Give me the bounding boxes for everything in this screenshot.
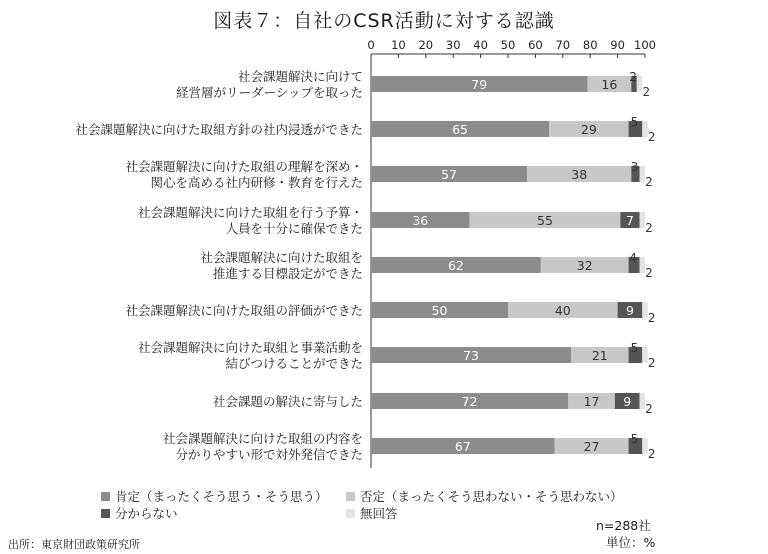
unit-note: 単位：%	[606, 535, 656, 550]
legend-label-affirm: 肯定（まったくそう思う・そう思う）	[115, 489, 328, 504]
data-label: 32	[576, 258, 593, 273]
bar-segment	[640, 166, 645, 182]
data-label: 9	[625, 303, 634, 318]
data-label: 2	[647, 130, 656, 144]
data-label: 62	[447, 258, 464, 273]
category-label: 社会課題の解決に寄与した	[212, 394, 363, 409]
x-tick-label: 80	[582, 38, 598, 52]
data-label: 2	[645, 402, 653, 416]
data-label: 2	[645, 175, 653, 189]
category-label: 人員を十分に確保できた	[225, 221, 363, 236]
sample-size-note: n=288社	[596, 518, 651, 533]
category-label: 社会課題解決に向けた取組の内容を	[162, 431, 363, 446]
bar-segment	[637, 76, 642, 92]
data-label: 2	[645, 221, 653, 235]
bar-segment	[640, 393, 645, 409]
x-tick-label: 60	[528, 38, 543, 52]
data-label: 2	[642, 85, 651, 99]
x-tick-label: 100	[634, 38, 656, 52]
category-label: 推進する目標設定ができた	[212, 266, 363, 281]
data-label: 2	[629, 70, 637, 84]
legend-item-deny	[346, 487, 623, 505]
legend-swatch-noanswer	[346, 509, 355, 518]
bar-segment	[642, 438, 647, 454]
x-tick-label: 20	[418, 38, 434, 52]
data-label: 4	[629, 251, 637, 265]
data-label: 79	[471, 77, 488, 92]
data-label: 29	[580, 122, 597, 137]
data-label: 57	[441, 167, 458, 182]
chart-title: 図表７：自社のCSR活動に対する認識	[213, 10, 555, 32]
category-label: 経営層がリーダーシップを取った	[175, 85, 363, 100]
data-label: 9	[623, 394, 632, 409]
legend-swatch-affirm	[101, 492, 110, 501]
legend-item-unknown	[101, 504, 178, 522]
data-label: 50	[431, 303, 448, 318]
data-label: 27	[583, 439, 600, 454]
category-label: 社会課題解決に向けた取組の評価ができた	[125, 303, 363, 318]
data-label: 2	[645, 266, 653, 280]
data-label: 40	[554, 303, 571, 318]
x-tick-label: 30	[445, 38, 461, 52]
data-label: 72	[461, 394, 478, 409]
x-tick-label: 50	[500, 38, 516, 52]
source-note: 出所：東京財団政策研究所	[8, 538, 140, 551]
legend-label-noanswer: 無回答	[360, 506, 398, 521]
x-tick-label: 90	[610, 38, 625, 52]
legend-item-noanswer	[346, 504, 398, 522]
data-label: 73	[463, 348, 479, 363]
category-label: 社会課題解決に向けた取組を	[200, 250, 363, 265]
category-label: 社会課題解決に向けた取組と事業活動を	[137, 340, 363, 355]
bar-segment	[640, 257, 645, 273]
category-label: 社会課題解決に向けた取組の理解を深め・	[125, 159, 363, 174]
data-label: 3	[630, 160, 639, 174]
x-tick-label: 40	[473, 38, 488, 52]
data-label: 67	[454, 439, 471, 454]
data-label: 2	[647, 447, 656, 461]
bar-segment	[642, 347, 647, 363]
data-label: 7	[625, 213, 634, 228]
data-label: 2	[647, 311, 656, 325]
x-tick-label: 70	[555, 38, 571, 52]
bar-segment	[642, 121, 647, 137]
x-tick-label: 10	[391, 38, 406, 52]
category-label: 結びつけることができた	[225, 356, 363, 371]
bar-segment	[642, 302, 647, 318]
legend-label-deny: 否定（まったくそう思わない・そう思わない）	[360, 489, 623, 504]
data-label: 65	[452, 122, 469, 137]
data-label: 5	[630, 341, 639, 355]
x-tick-label: 0	[367, 38, 375, 52]
data-label: 17	[583, 394, 600, 409]
category-label: 社会課題解決に向けて	[237, 69, 363, 84]
data-label: 38	[571, 167, 588, 182]
legend-item-affirm	[101, 487, 328, 505]
data-label: 5	[630, 115, 639, 129]
category-label: 社会課題解決に向けた取組を行う予算・	[137, 205, 363, 220]
legend-swatch-deny	[346, 492, 355, 501]
category-label: 関心を高める社内研修・教育を行えた	[150, 175, 363, 190]
data-label: 36	[412, 213, 429, 228]
legend-label-unknown: 分からない	[115, 506, 178, 521]
data-label: 5	[630, 432, 639, 446]
category-label: 分かりやすい形で対外発信できた	[175, 447, 363, 462]
data-label: 21	[591, 348, 608, 363]
data-label: 16	[601, 77, 618, 92]
bar-segment	[640, 212, 645, 228]
category-label: 社会課題解決に向けた取組方針の社内浸透ができた	[75, 122, 363, 137]
legend-swatch-unknown	[101, 509, 110, 518]
data-label: 2	[647, 356, 656, 370]
data-label: 55	[537, 213, 553, 228]
